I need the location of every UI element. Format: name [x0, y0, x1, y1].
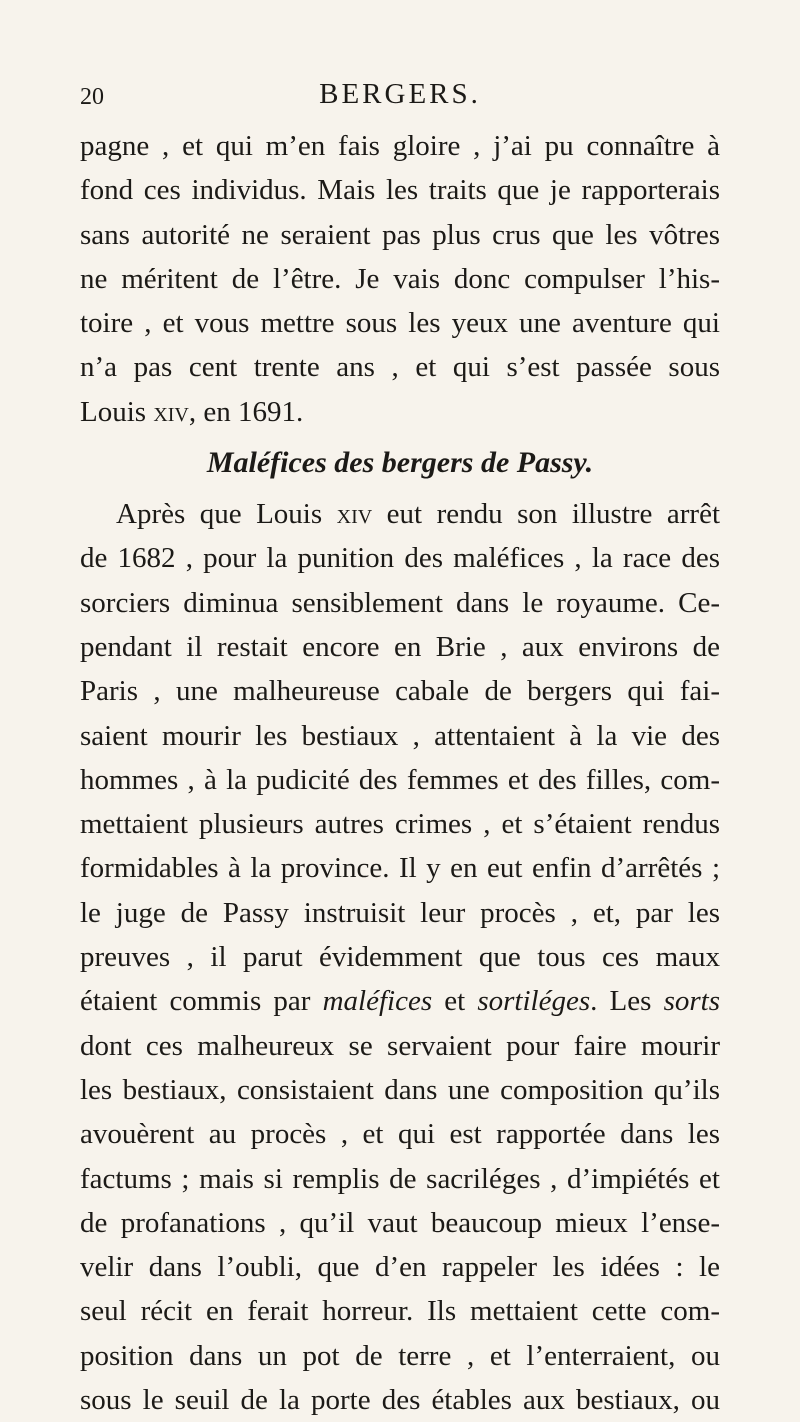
text-fragment: . Les: [590, 985, 664, 1018]
text-line: ne méritent de l’être. Je vais donc compulser l’his-: [80, 262, 720, 295]
text-line: n’a pas cent trente ans , et qui s’est passée sous: [80, 351, 720, 384]
text-line: saient mourir les bestiaux , attentaient à la vie des: [80, 719, 720, 752]
text-fragment: Après que Louis: [116, 498, 337, 531]
text-line: seul récit en ferait horreur. Ils mettaient cette com-: [80, 1295, 720, 1328]
page-header: [80, 78, 720, 118]
text-line: position dans un pot de terre , et l’enterraient, ou: [80, 1339, 720, 1372]
text-line: sous le seuil de la porte des étables aux bestiaux, ou: [80, 1384, 720, 1417]
text-line: [80, 492, 720, 536]
text-fragment: Louis: [80, 395, 154, 428]
section-title: Maléfices des bergers de Passy.: [206, 446, 594, 480]
text-line: [80, 390, 720, 434]
text-line: de profanations , qu’il vaut beaucoup mieux l’ense-: [80, 1206, 720, 1239]
text-fragment: , en 1691.: [188, 395, 304, 428]
text-line: avouèrent au procès , et qui est rapportée dans les: [80, 1118, 720, 1151]
text-line: le juge de Passy instruisit leur procès , et, par les: [80, 896, 720, 929]
text-line: sorciers diminua sensiblement dans le royaume. Ce-: [80, 586, 720, 619]
text-fragment: et: [432, 985, 478, 1018]
text-line: velir dans l’oubli, que d’en rappeler les idées : le: [80, 1251, 720, 1284]
text-line: formidables à la province. Il y en eut enfin d’arrêtés ;: [80, 852, 720, 885]
text-line: toire , et vous mettre sous les yeux une aventure qui: [80, 307, 720, 340]
text-line: sans autorité ne seraient pas plus crus que les vôtres: [80, 218, 720, 251]
text-line: Paris , une malheureuse cabale de bergers qui fai-: [80, 675, 720, 708]
italic-term: maléfices: [322, 985, 433, 1018]
text-line: preuves , il parut évidemment que tous ces maux: [80, 941, 720, 974]
text-fragment: xiv: [336, 498, 373, 531]
text-line: mettaient plusieurs autres crimes , et s’étaient rendus: [80, 808, 720, 841]
text-line: factums ; mais si remplis de sacriléges , d’impiétés et: [80, 1162, 720, 1195]
text-fragment: eut rendu son illustre arrêt: [372, 498, 720, 531]
text-fragment: xiv: [153, 395, 189, 428]
text-line: [80, 979, 720, 1023]
text-fragment: étaient commis par: [80, 985, 323, 1018]
text-line: pendant il restait encore en Brie , aux environs de: [80, 630, 720, 663]
text-line: pagne , et qui m’en fais gloire , j’ai pu connaître à: [80, 130, 720, 162]
text-line: dont ces malheureux se servaient pour faire mourir: [80, 1029, 720, 1062]
page-number: 20: [80, 84, 104, 110]
text-line: fond ces individus. Mais les traits que je rapporterais: [80, 174, 720, 207]
text-line: de 1682 , pour la punition des maléfices , la race des: [80, 542, 720, 575]
running-head: BERGERS.: [319, 78, 481, 110]
text-line: les bestiaux, consistaient dans une composition qu’ils: [80, 1073, 720, 1106]
italic-term: sortiléges: [477, 985, 591, 1018]
body-text: [80, 124, 720, 1422]
italic-term: sorts: [663, 985, 720, 1018]
text-line: hommes , à la pudicité des femmes et des filles, com-: [80, 763, 720, 796]
